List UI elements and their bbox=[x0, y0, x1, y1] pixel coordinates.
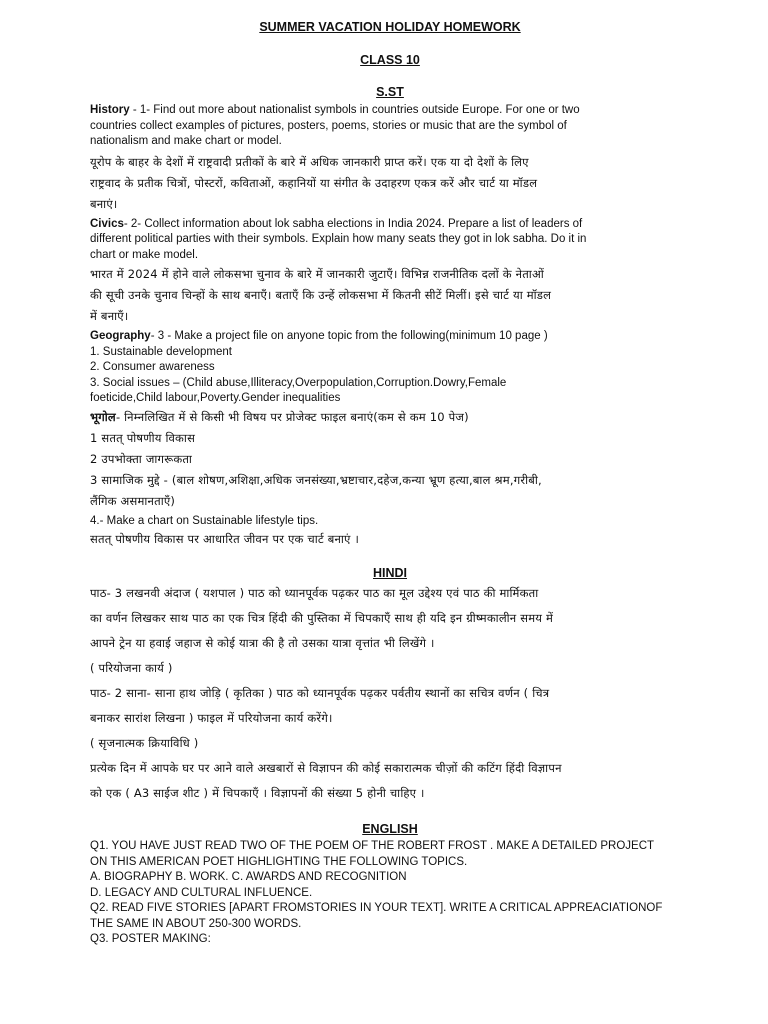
civics-hi-line-3: में बनाएँ। bbox=[90, 309, 129, 323]
english-line: ON THIS AMERICAN POET HIGHLIGHTING THE FOLLOWING TOPICS. bbox=[90, 855, 468, 868]
history-section bbox=[90, 103, 690, 215]
geography-hi-item: 1 सतत् पोषणीय विकास bbox=[90, 430, 196, 445]
english-section bbox=[90, 839, 690, 948]
english-line: THE SAME IN ABOUT 250-300 WORDS. bbox=[90, 917, 302, 930]
civics-en-line-1: Civics- 2- Collect information about lok sabha elections in India 2024. Prepare a list of leaders of bbox=[90, 217, 583, 230]
geography-hi-intro: भूगोल- निम्नलिखित में से किसी भी विषय पर प्रोजेक्ट फाइल बनाएं(कम से कम 10 पेज) bbox=[90, 409, 469, 424]
sst-heading: S.ST bbox=[376, 85, 404, 99]
geography-task4-en: 4.- Make a chart on Sustainable lifestyle tips. bbox=[90, 514, 319, 527]
geography-hi-item: लैंगिक असमानताएँ) bbox=[90, 493, 176, 508]
hindi-heading: HINDI bbox=[372, 566, 408, 580]
civics-label: Civics bbox=[90, 217, 124, 230]
history-hi-line-3: बनाएं। bbox=[90, 196, 118, 211]
geography-item: 2. Consumer awareness bbox=[90, 361, 215, 373]
civics-en-line-3: chart or make model. bbox=[90, 248, 199, 261]
geography-hi-item: 2 उपभोक्ता जागरूकता bbox=[90, 451, 193, 466]
hindi-line: का वर्णन लिखकर साथ पाठ का एक चित्र हिंदी की पुस्तिका में चिपकाएँ साथ ही यदि इन ग्रीष्मकालीन समय में bbox=[90, 611, 554, 625]
geography-item: foeticide,Child labour,Poverty.Gender inequalities bbox=[90, 392, 341, 404]
civics-section bbox=[90, 217, 690, 328]
hindi-line: पाठ- 3 लखनवी अंदाज ( यशपाल ) पाठ को ध्यानपूर्वक पढ़कर पाठ का मूल उद्देश्य एवं पाठ की मार्मिकता bbox=[90, 586, 539, 600]
history-en-line-1: History - 1- Find out more about nationalist symbols in countries outside Europe. For one or two bbox=[90, 104, 580, 116]
homework-document bbox=[90, 14, 690, 948]
document-title: SUMMER VACATION HOLIDAY HOMEWORK bbox=[259, 20, 521, 34]
hindi-line: प्रत्येक दिन में आपके घर पर आने वाले अखबारों से विज्ञापन की कोई सकारात्मक चीज़ों की कटिंग हिंदी विज्ञापन bbox=[90, 761, 562, 775]
geography-intro: Geography- 3 - Make a project file on anyone topic from the following(minimum 10 page ) bbox=[90, 330, 548, 342]
civics-hi-line-2: की सूची उनके चुनाव चिन्हों के साथ बनाएँ। बताएँ कि उन्हें लोकसभा में कितनी सीटें मिलीं। इसे चार्ट या मॉडल bbox=[90, 288, 552, 302]
english-heading: ENGLISH bbox=[362, 822, 418, 836]
english-line: Q1. YOU HAVE JUST READ TWO OF THE POEM OF THE ROBERT FROST . MAKE A DETAILED PROJECT bbox=[90, 840, 655, 852]
english-line: D. LEGACY AND CULTURAL INFLUENCE. bbox=[90, 886, 313, 899]
hindi-line: को एक ( A3 साईज शीट ) में चिपकाएँ । विज्ञापनों की संख्या 5 होनी चाहिए । bbox=[90, 786, 425, 800]
civics-hi-line-1: भारत में 2024 में होने वाले लोकसभा चुनाव के बारे में जानकारी जुटाएँ। विभिन्न राजनीतिक दलों के नेताओं bbox=[90, 267, 544, 281]
history-en-line-3: nationalism and make chart or model. bbox=[90, 135, 282, 147]
history-hi-line-1: यूरोप के बाहर के देशों में राष्ट्रवादी प्रतीकों के बारे में अधिक जानकारी प्राप्त करें। एक या दो देशों के लिए bbox=[90, 154, 529, 169]
hindi-line: ( परियोजना कार्य ) bbox=[90, 661, 173, 675]
history-hi-line-2: राष्ट्रवाद के प्रतीक चित्रों, पोस्टरों, कविताओं, कहानियों या संगीत के उदाहरण एकत्र करें और चार्ट या मॉडल bbox=[90, 175, 538, 190]
geography-item: 3. Social issues – (Child abuse,Illiteracy,Overpopulation,Corruption.Dowry,Female bbox=[90, 376, 507, 389]
history-en-line-2: countries collect examples of pictures, posters, poems, stories or music that are the symbol of bbox=[90, 119, 567, 132]
geography-section bbox=[90, 329, 690, 550]
geography-item: 1. Sustainable development bbox=[90, 345, 232, 358]
english-line: Q3. POSTER MAKING: bbox=[90, 933, 211, 945]
hindi-section bbox=[90, 581, 690, 806]
geography-task4-hi: सतत् पोषणीय विकास पर आधारित जीवन पर एक चार्ट बनाएं । bbox=[90, 532, 360, 546]
hindi-line: आपने ट्रेन या हवाई जहाज से कोई यात्रा की है तो उसका यात्रा वृत्तांत भी लिखेंगे । bbox=[90, 636, 435, 650]
geography-label: Geography bbox=[90, 330, 151, 342]
english-line: Q2. READ FIVE STORIES [APART FROMSTORIES IN YOUR TEXT]. WRITE A CRITICAL APPREACIATIONOF bbox=[90, 902, 663, 914]
english-line: A. BIOGRAPHY B. WORK. C. AWARDS AND RECOGNITION bbox=[90, 871, 407, 883]
history-label: History bbox=[90, 104, 130, 116]
class-heading: CLASS 10 bbox=[360, 53, 420, 67]
geography-hi-label: भूगोल bbox=[90, 409, 116, 424]
geography-hi-item: 3 सामाजिक मुद्दे - (बाल शोषण,अशिक्षा,अधिक जनसंख्या,भ्रष्टाचार,दहेज,कन्या भ्रूण हत्या,बाल श्रम,गरीबी, bbox=[90, 472, 542, 487]
civics-en-line-2: different political parties with their symbols. Explain how many seats they got in lok sabha. Do it in bbox=[90, 233, 587, 245]
hindi-line: ( सृजनात्मक क्रियाविधि ) bbox=[90, 736, 199, 750]
hindi-line: पाठ- 2 साना- साना हाथ जोड़ि ( कृतिका ) पाठ को ध्यानपूर्वक पढ़कर पर्वतीय स्थानों का सचित्र वर्णन ( चित्र bbox=[90, 686, 550, 700]
hindi-line: बनाकर सारांश लिखना ) फाइल में परियोजना कार्य करेंगे। bbox=[90, 711, 333, 725]
